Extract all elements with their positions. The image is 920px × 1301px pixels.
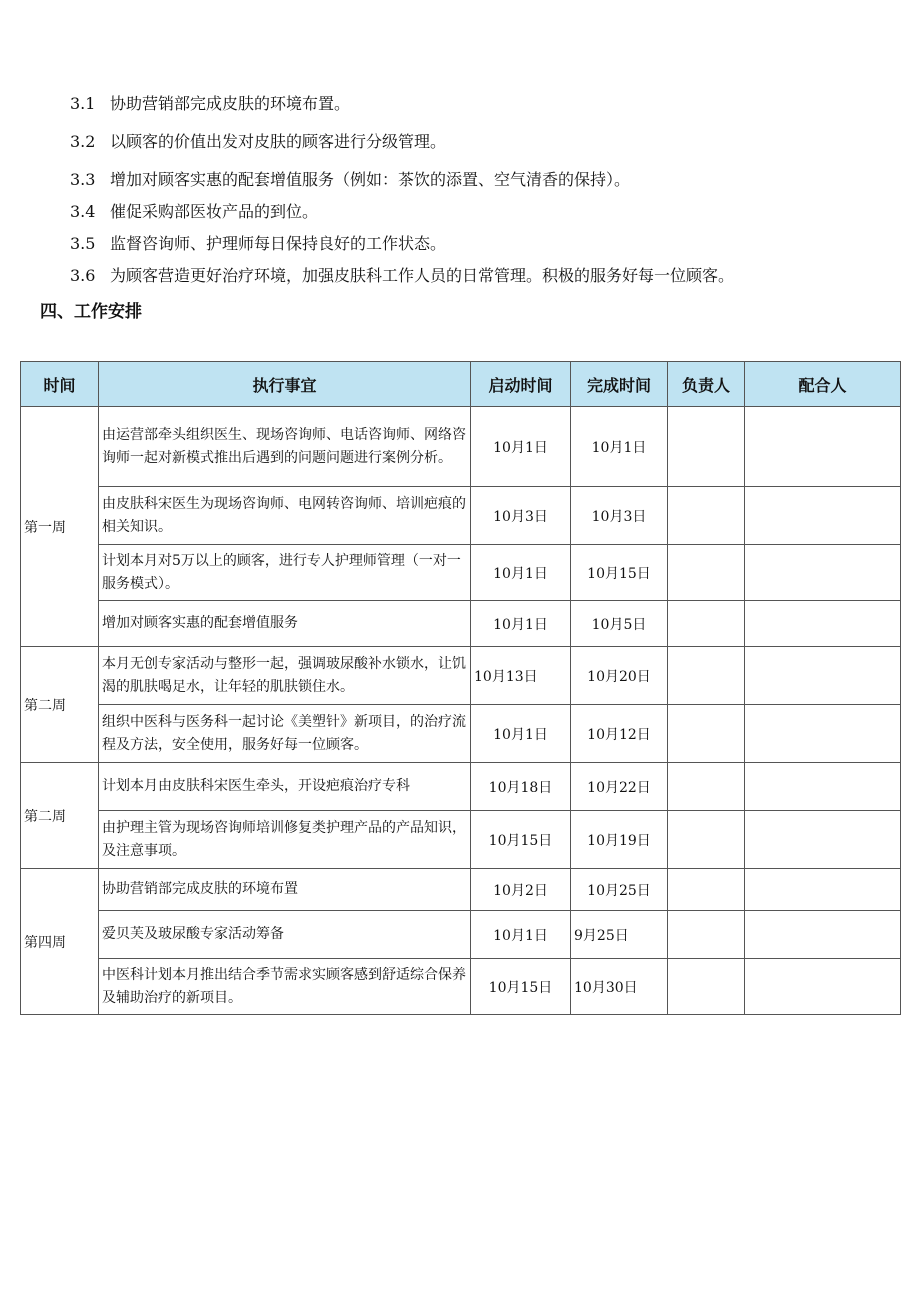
- item-number: 3.2: [70, 132, 96, 151]
- item-number: 3.3: [70, 170, 96, 189]
- header-time: 时间: [21, 362, 99, 407]
- start-cell: 10月2日: [471, 869, 571, 911]
- end-cell: 10月12日: [571, 705, 668, 763]
- owner-cell: [668, 763, 745, 811]
- assist-cell: [745, 869, 901, 911]
- start-cell: 10月1日: [471, 705, 571, 763]
- end-cell: 10月30日: [571, 959, 668, 1015]
- task-cell: 本月无创专家活动与整形一起，强调玻尿酸补水锁水，让饥渴的肌肤喝足水，让年轻的肌肤锁住水。: [99, 647, 471, 705]
- start-cell: 10月1日: [471, 407, 571, 487]
- list-item: [70, 94, 350, 114]
- item-text: 增加对顾客实惠的配套增值服务（例如：茶饮的添置、空气清香的保持）。: [110, 170, 631, 189]
- header-start: 启动时间: [471, 362, 571, 407]
- item-text: 协助营销部完成皮肤的环境布置。: [110, 94, 351, 113]
- item-number: 3.1: [70, 94, 96, 113]
- task-cell: 由皮肤科宋医生为现场咨询师、电网转咨询师、培训疤痕的相关知识。: [99, 487, 471, 545]
- table-row: [21, 705, 901, 763]
- table-row: [21, 959, 901, 1015]
- owner-cell: [668, 487, 745, 545]
- owner-cell: [668, 407, 745, 487]
- start-cell: 10月13日: [471, 647, 571, 705]
- task-cell: 爱贝芙及玻尿酸专家活动筹备: [99, 911, 471, 959]
- owner-cell: [668, 911, 745, 959]
- list-item: [70, 132, 446, 152]
- task-cell: 协助营销部完成皮肤的环境布置: [99, 869, 471, 911]
- task-cell: 组织中医科与医务科一起讨论《美塑针》新项目，的治疗流程及方法，安全使用，服务好每一位顾客。: [99, 705, 471, 763]
- schedule-table: [20, 361, 901, 1015]
- end-cell: 10月19日: [571, 811, 668, 869]
- table-row: [21, 911, 901, 959]
- item-text: 以顾客的价值出发对皮肤的顾客进行分级管理。: [110, 132, 447, 151]
- table-row: [21, 407, 901, 487]
- header-owner: 负责人: [668, 362, 745, 407]
- start-cell: 10月15日: [471, 959, 571, 1015]
- table-row: [21, 869, 901, 911]
- end-cell: 10月5日: [571, 601, 668, 647]
- item-number: 3.6: [70, 266, 96, 285]
- table-row: [21, 647, 901, 705]
- end-cell: 10月1日: [571, 407, 668, 487]
- table-row: [21, 601, 901, 647]
- list-item: [70, 202, 318, 222]
- week-cell: 第四周: [21, 869, 99, 1015]
- end-cell: 10月20日: [571, 647, 668, 705]
- item-text: 为顾客营造更好治疗环境，加强皮肤科工作人员的日常管理。积极的服务好每一位顾客。: [110, 266, 735, 285]
- task-cell: 计划本月由皮肤科宋医生牵头，开设疤痕治疗专科: [99, 763, 471, 811]
- assist-cell: [745, 811, 901, 869]
- start-cell: 10月3日: [471, 487, 571, 545]
- end-cell: 10月3日: [571, 487, 668, 545]
- end-cell: 10月22日: [571, 763, 668, 811]
- owner-cell: [668, 705, 745, 763]
- task-cell: 计划本月对5万以上的顾客，进行专人护理师管理（一对一服务模式）。: [99, 545, 471, 601]
- start-cell: 10月1日: [471, 545, 571, 601]
- owner-cell: [668, 647, 745, 705]
- owner-cell: [668, 869, 745, 911]
- item-number: 3.5: [70, 234, 96, 253]
- list-item: [70, 266, 734, 286]
- assist-cell: [745, 487, 901, 545]
- table-row: [21, 487, 901, 545]
- assist-cell: [745, 407, 901, 487]
- week-cell: 第二周: [21, 763, 99, 869]
- end-cell: 9月25日: [571, 911, 668, 959]
- owner-cell: [668, 545, 745, 601]
- task-cell: 由护理主管为现场咨询师培训修复类护理产品的产品知识，及注意事项。: [99, 811, 471, 869]
- week-cell: 第一周: [21, 407, 99, 647]
- end-cell: 10月15日: [571, 545, 668, 601]
- start-cell: 10月1日: [471, 911, 571, 959]
- owner-cell: [668, 811, 745, 869]
- assist-cell: [745, 705, 901, 763]
- table-row: [21, 545, 901, 601]
- section-title: 四、工作安排: [40, 302, 142, 322]
- assist-cell: [745, 545, 901, 601]
- assist-cell: [745, 647, 901, 705]
- table-header-row: [21, 362, 901, 407]
- week-cell: 第二周: [21, 647, 99, 763]
- list-item: [70, 170, 630, 190]
- table-row: [21, 811, 901, 869]
- start-cell: 10月1日: [471, 601, 571, 647]
- assist-cell: [745, 911, 901, 959]
- task-cell: 中医科计划本月推出结合季节需求实顾客感到舒适综合保养及辅助治疗的新项目。: [99, 959, 471, 1015]
- assist-cell: [745, 601, 901, 647]
- owner-cell: [668, 959, 745, 1015]
- assist-cell: [745, 959, 901, 1015]
- item-text: 催促采购部医妆产品的到位。: [110, 202, 319, 221]
- item-number: 3.4: [70, 202, 96, 221]
- header-task: 执行事宜: [99, 362, 471, 407]
- owner-cell: [668, 601, 745, 647]
- task-cell: 增加对顾客实惠的配套增值服务: [99, 601, 471, 647]
- start-cell: 10月18日: [471, 763, 571, 811]
- end-cell: 10月25日: [571, 869, 668, 911]
- list-item: [70, 234, 446, 254]
- header-end: 完成时间: [571, 362, 668, 407]
- header-assist: 配合人: [745, 362, 901, 407]
- start-cell: 10月15日: [471, 811, 571, 869]
- table-row: [21, 763, 901, 811]
- task-cell: 由运营部牵头组织医生、现场咨询师、电话咨询师、网络咨询师一起对新模式推出后遇到的问题问题进行案例分析。: [99, 407, 471, 487]
- assist-cell: [745, 763, 901, 811]
- item-text: 监督咨询师、护理师每日保持良好的工作状态。: [110, 234, 447, 253]
